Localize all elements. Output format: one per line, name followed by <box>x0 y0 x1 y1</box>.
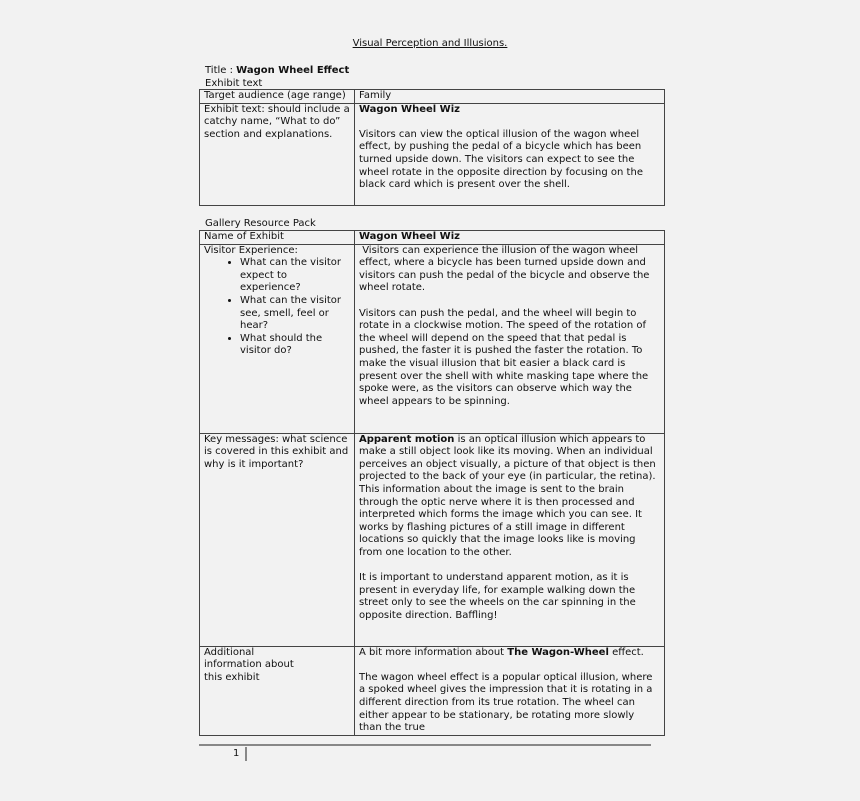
visitor-experience-p1: Visitors can experience the illusion of the wagon wheel effect, where a bicycle has been turned upside down and visitors can push the pedal of the bicycle and observe the wheel rotate. <box>359 244 653 294</box>
additional-info-label-l2: information about <box>204 659 294 671</box>
additional-info-label-cell <box>200 646 355 735</box>
wagon-wheel-term: The Wagon-Wheel <box>507 646 609 658</box>
additional-info-p1-post: effect. <box>608 646 644 658</box>
key-messages-label: Key messages: what science is covered in this exhibit and why is it important? <box>200 433 355 646</box>
page-number: 1 <box>233 748 240 759</box>
exhibit-name: Wagon Wheel Wiz <box>359 103 460 115</box>
additional-info-label-l1: Additional <box>204 646 255 658</box>
additional-info-p2: The wagon wheel effect is a popular optical illusion, where a spoked wheel gives the impression that it is rotating in a different direction from its true rotation. The wheel can either appear to be stationary, be rotating more slowly than the true <box>359 671 653 734</box>
exhibit-text-table <box>199 89 665 206</box>
table-row <box>200 231 665 245</box>
gallery-resource-heading: Gallery Resource Pack <box>205 218 316 229</box>
additional-info-cell <box>355 646 665 735</box>
visitor-experience-cell <box>355 244 665 433</box>
list-item: • What can the visitor see, smell, feel or hear? <box>240 295 350 333</box>
visitor-experience-list <box>204 257 350 358</box>
name-of-exhibit-label: Name of Exhibit <box>200 231 355 245</box>
gallery-resource-table <box>199 230 665 736</box>
exhibit-text-cell <box>355 103 665 205</box>
apparent-motion-term: Apparent motion <box>359 433 455 445</box>
visitor-experience-heading: Visitor Experience: <box>204 244 298 256</box>
key-messages-p1 <box>359 434 660 560</box>
additional-info-label-l3: this exhibit <box>204 671 260 683</box>
page-number-divider <box>245 747 247 761</box>
target-audience-label: Target audience (age range) <box>200 90 355 104</box>
visitor-experience-p2: Visitors can push the pedal, and the wheel will begin to rotate in a clockwise motion. The speed of the rotation of the wheel will depend on the speed that that pedal is pushed, the faster it is pushed the faster the rotation. To make the visual illusion that bit easier a black card is present over the shell with white masking tape where the spoke were, as the visitors can observe which way the wheel appears to be spinning. <box>359 307 649 407</box>
list-item: • What can the visitor expect to experience? <box>240 257 350 295</box>
title-value: Wagon Wheel Effect <box>236 65 350 76</box>
target-audience-value: Family <box>355 90 665 104</box>
exhibit-description: Visitors can view the optical illusion of the wagon wheel effect, by pushing the pedal of a bicycle which has been turned upside down. The visitors can expect to see the wheel rotate in the opposite direction by focusing on the black card which is present over the shell. <box>359 128 643 191</box>
table-row <box>200 103 665 205</box>
list-item: • What should the visitor do? <box>240 333 350 358</box>
name-of-exhibit-value: Wagon Wheel Wiz <box>355 231 665 245</box>
additional-info-p1-pre: A bit more information about <box>359 646 508 658</box>
footer-rule <box>199 744 651 746</box>
exhibit-text-heading: Exhibit text <box>205 78 263 89</box>
exhibit-text-label: Exhibit text: should include a catchy name, “What to do” section and explanations. <box>200 103 355 205</box>
key-messages-cell <box>355 433 665 646</box>
table-row <box>200 90 665 104</box>
exhibit-title <box>205 65 349 76</box>
table-row <box>200 433 665 646</box>
table-row <box>200 646 665 735</box>
title-prefix: Title : <box>205 65 237 76</box>
additional-info-p1 <box>359 647 660 660</box>
visitor-experience-label-cell <box>200 244 355 433</box>
table-row <box>200 244 665 433</box>
key-messages-p2: It is important to understand apparent motion, as it is present in everyday life, for example walking down the street only to see the wheels on the car spinning in the opposite direction. Baffling! <box>359 572 636 621</box>
key-messages-p1-rest: is an optical illusion which appears to make a still object look like its moving. When an individual perceives an object visually, a picture of that object is then projected to the back of your eye (in particular, the retina). This information about the image is sent to the brain through the optic nerve where it is then processed and interpreted which forms the image which you can see. It works by flashing pictures of a still image in different locations so quickly that the image looks like is moving from one location to the other. <box>359 433 656 558</box>
document-title: Visual Perception and Illusions. <box>352 38 508 49</box>
